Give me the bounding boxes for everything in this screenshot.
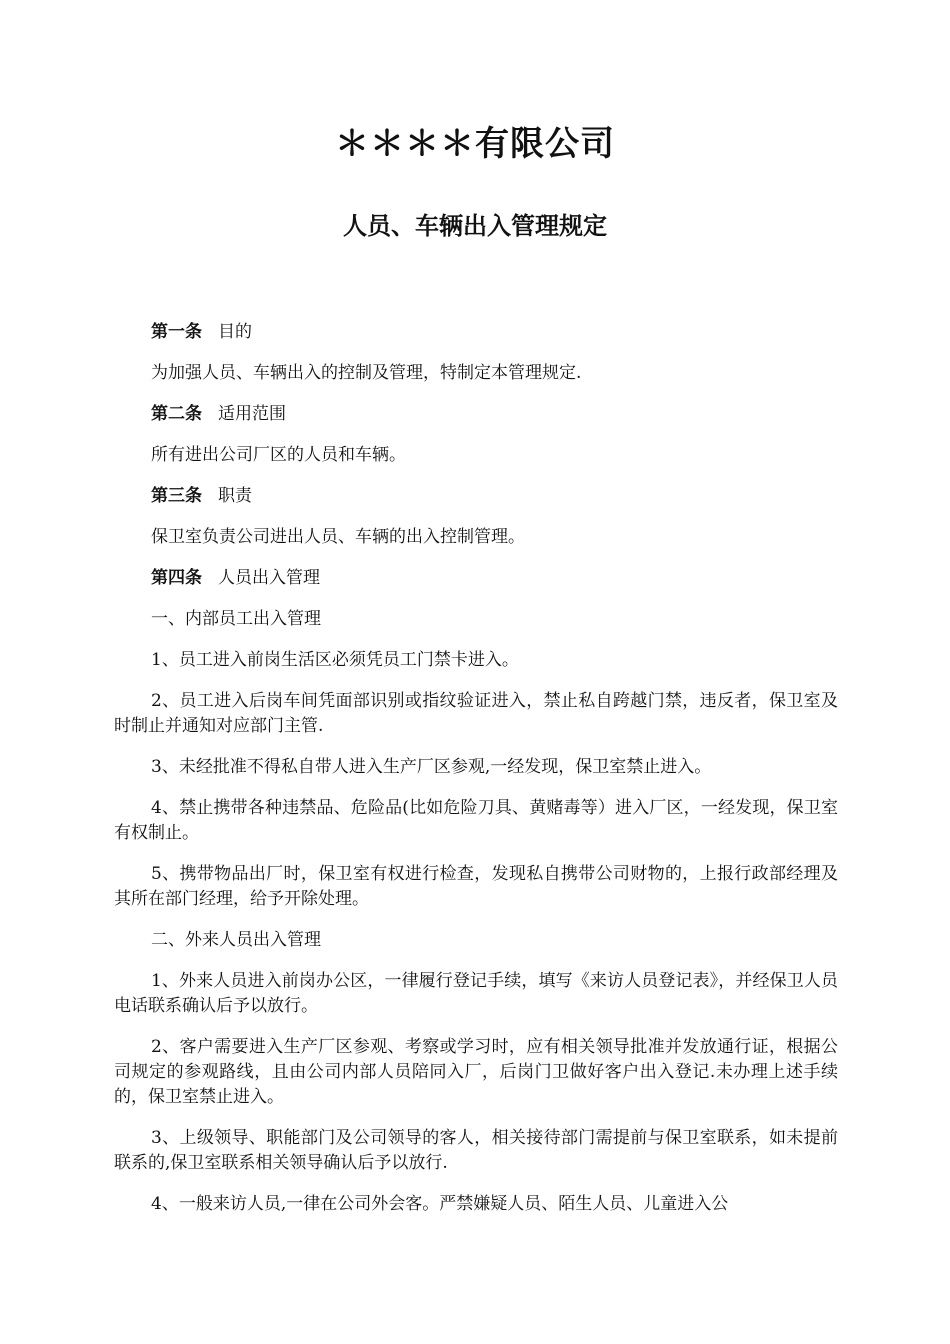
article-heading-3 <box>114 484 838 509</box>
article-number: 第一条 <box>151 322 202 342</box>
document-body <box>114 320 838 1233</box>
section-heading-internal: 一、内部员工出入管理 <box>151 609 321 629</box>
list-item: 3、未经批准不得私自带人进入生产厂区参观,一经发现，保卫室禁止进入。 <box>151 757 712 777</box>
document-title: ＊＊＊＊有限公司 <box>335 124 615 164</box>
list-item: 4、禁止携带各种违禁品、危险品(比如危险刀具、黄赌毒等）进入厂区，一经发现，保卫室有权制止。 <box>114 798 838 843</box>
list-item: 5、携带物品出厂时，保卫室有权进行检查，发现私自携带公司财物的，上报行政部经理及其所在部门经理，给予开除处理。 <box>114 864 838 909</box>
article-number: 第四条 <box>151 568 202 588</box>
list-item: 4、一般来访人员,一律在公司外会客。严禁嫌疑人员、陌生人员、儿童进入公 <box>151 1194 729 1214</box>
document-subtitle: 人员、车辆出入管理规定 <box>343 212 607 240</box>
list-item: 2、员工进入后岗车间凭面部识别或指纹验证进入，禁止私自跨越门禁，违反者，保卫室及时制止并通知对应部门主管. <box>114 691 838 736</box>
article-title: 人员出入管理 <box>218 568 320 588</box>
paragraph-duty: 保卫室负责公司进出人员、车辆的出入控制管理。 <box>151 527 525 547</box>
paragraph-purpose: 为加强人员、车辆出入的控制及管理，特制定本管理规定. <box>151 363 582 383</box>
list-item: 1、外来人员进入前岗办公区，一律履行登记手续，填写《来访人员登记表》，并经保卫人员电话联系确认后予以放行。 <box>114 971 838 1016</box>
article-number: 第三条 <box>151 486 202 506</box>
list-item: 3、上级领导、职能部门及公司领导的客人，相关接待部门需提前与保卫室联系，如未提前联系的,保卫室联系相关领导确认后予以放行. <box>114 1128 838 1173</box>
paragraph-scope: 所有进出公司厂区的人员和车辆。 <box>151 445 406 465</box>
section-heading-visitors: 二、外来人员出入管理 <box>151 930 321 950</box>
article-title: 目的 <box>218 322 252 342</box>
list-item: 2、客户需要进入生产厂区参观、考察或学习时，应有相关领导批准并发放通行证，根据公司规定的参观路线，且由公司内部人员陪同入厂，后岗门卫做好客户出入登记.未办理上述手续的，保卫室禁止进入。 <box>114 1037 838 1107</box>
article-title: 适用范围 <box>218 404 286 424</box>
article-number: 第二条 <box>151 404 202 424</box>
list-item: 1、员工进入前岗生活区必须凭员工门禁卡进入。 <box>151 650 519 670</box>
article-title: 职责 <box>218 486 252 506</box>
article-heading-2 <box>114 402 838 427</box>
article-heading-4 <box>114 566 838 591</box>
article-heading-1 <box>114 320 838 345</box>
